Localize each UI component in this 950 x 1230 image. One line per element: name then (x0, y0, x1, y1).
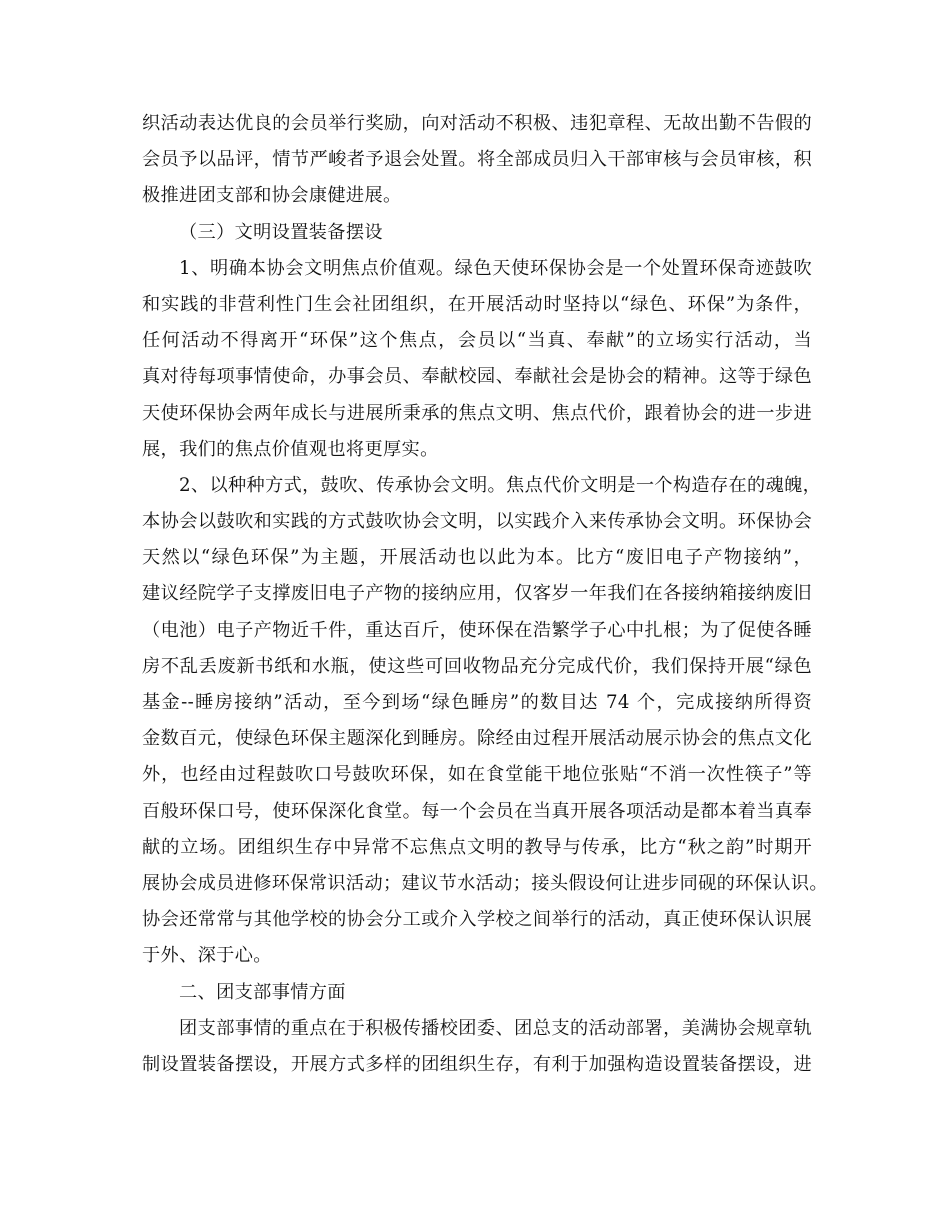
text-line: 基金--睡房接纳”活动，至今到场“绿色睡房”的数目达 74 个，完成接纳所得资 (142, 692, 812, 713)
text-line: 建议经院学子支撑废旧电子产物的接纳应用，仅客岁一年我们在各接纳箱接纳废旧 (142, 583, 812, 605)
text-line: 和实践的非营利性门生会社团组织，在开展活动时坚持以“绿色、环保”为条件， (142, 293, 812, 315)
text-line: 展，我们的焦点价值观也将更厚实。 (142, 438, 439, 460)
text-line: （三）文明设置装备摆设 (179, 221, 383, 243)
text-line: 真对待每项事情使命，办事会员、奉献校园、奉献社会是协会的精神。这等于绿色 (142, 366, 812, 388)
text-line: 织活动表达优良的会员举行奖励，向对活动不积极、违犯章程、无故出勤不告假的 (142, 113, 812, 134)
text-line: （电池）电子产物近千件，重达百斤，使环保在浩繁学子心中扎根；为了促使各睡 (142, 619, 812, 641)
text-line: 献的立场。团组织生存中异常不忘焦点文明的教导与传承，比方“秋之韵”时期开 (142, 836, 812, 858)
text-line: 协会还常常与其他学校的协会分工或介入学校之间举行的活动，真正使环保认识展 (142, 909, 812, 931)
text-line: 本协会以鼓吹和实践的方式鼓吹协会文明，以实践介入来传承协会文明。环保协会 (142, 511, 812, 533)
text-line: 天使环保协会两年成长与进展所秉承的焦点文明、焦点代价，跟着协会的进一步进 (142, 402, 812, 424)
text-line: 二、团支部事情方面 (179, 981, 346, 1003)
text-line: 展协会成员进修环保常识活动；建议节水活动；接头假设何让进步同砚的环保认识。 (142, 872, 828, 894)
document-body (142, 106, 828, 1083)
text-line: 百般环保口号，使环保深化食堂。每一个会员在当真开展各项活动是都本着当真奉 (142, 800, 812, 822)
text-line: 2、以种种方式，鼓吹、传承协会文明。焦点代价文明是一个构造存在的魂魄， (179, 474, 822, 496)
text-line: 制设置装备摆设，开展方式多样的团组织生存，有利于加强构造设置装备摆设，进 (142, 1053, 812, 1075)
text-line: 天然以“绿色环保”为主题，开展活动也以此为本。比方“废旧电子产物接纳”， (142, 547, 812, 569)
text-line: 金数百元，使绿色环保主题深化到睡房。除经由过程开展活动展示协会的焦点文化 (142, 728, 812, 750)
text-line: 1、明确本协会文明焦点价值观。绿色天使环保协会是一个处置环保奇迹鼓吹 (179, 257, 812, 279)
text-line: 会员予以品评，情节严峻者予退会处置。将全部成员归入干部审核与会员审核，积 (142, 149, 812, 171)
text-line: 外，也经由过程鼓吹口号鼓吹环保，如在食堂能干地位张贴“不消一次性筷子”等 (142, 764, 812, 786)
text-line: 团支部事情的重点在于积极传播校团委、团总支的活动部署，美满协会规章轨 (179, 1017, 812, 1039)
text-line: 极推进团支部和协会康健进展。 (142, 185, 402, 207)
text-line: 任何活动不得离开“环保”这个焦点，会员以“当真、奉献”的立场实行活动，当 (142, 330, 812, 352)
text-line: 于外、深于心。 (142, 945, 272, 967)
text-line: 房不乱丢废新书纸和水瓶，使这些可回收物品充分完成代价，我们保持开展“绿色 (142, 655, 812, 677)
